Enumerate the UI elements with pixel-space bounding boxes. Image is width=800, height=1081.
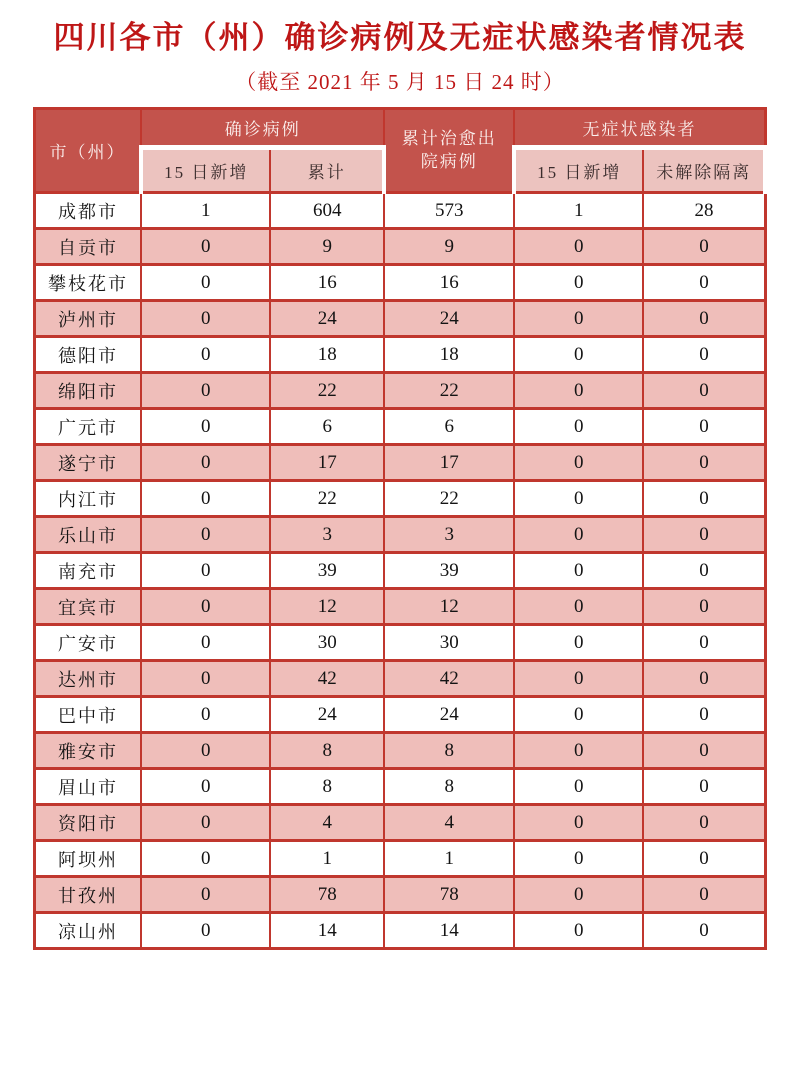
page bbox=[0, 12, 800, 1081]
value-cell: 0 bbox=[643, 373, 765, 409]
value-cell: 0 bbox=[141, 841, 270, 877]
table-row bbox=[34, 877, 765, 913]
header-cured-line1: 累计治愈出 bbox=[401, 128, 497, 148]
value-cell: 0 bbox=[643, 409, 765, 445]
value-cell: 0 bbox=[514, 517, 643, 553]
value-cell: 0 bbox=[643, 877, 765, 913]
header-asymptomatic-new: 15 日新增 bbox=[514, 148, 643, 193]
value-cell: 24 bbox=[270, 301, 384, 337]
value-cell: 16 bbox=[270, 265, 384, 301]
city-cell: 雅安市 bbox=[34, 733, 141, 769]
value-cell: 0 bbox=[643, 553, 765, 589]
table-row bbox=[34, 517, 765, 553]
value-cell: 0 bbox=[514, 373, 643, 409]
value-cell: 0 bbox=[643, 337, 765, 373]
value-cell: 0 bbox=[514, 481, 643, 517]
value-cell: 9 bbox=[270, 229, 384, 265]
value-cell: 0 bbox=[514, 697, 643, 733]
value-cell: 0 bbox=[514, 265, 643, 301]
table-row bbox=[34, 697, 765, 733]
header-asymptomatic-group: 无症状感染者 bbox=[514, 109, 765, 148]
value-cell: 0 bbox=[141, 409, 270, 445]
value-cell: 0 bbox=[141, 373, 270, 409]
value-cell: 0 bbox=[141, 913, 270, 949]
city-cell: 巴中市 bbox=[34, 697, 141, 733]
city-cell: 自贡市 bbox=[34, 229, 141, 265]
value-cell: 0 bbox=[643, 445, 765, 481]
value-cell: 0 bbox=[141, 481, 270, 517]
value-cell: 0 bbox=[514, 769, 643, 805]
value-cell: 0 bbox=[643, 769, 765, 805]
value-cell: 0 bbox=[643, 733, 765, 769]
value-cell: 0 bbox=[514, 913, 643, 949]
value-cell: 12 bbox=[270, 589, 384, 625]
value-cell: 3 bbox=[384, 517, 514, 553]
value-cell: 8 bbox=[384, 769, 514, 805]
value-cell: 9 bbox=[384, 229, 514, 265]
table-row bbox=[34, 337, 765, 373]
table-body bbox=[34, 193, 765, 949]
value-cell: 12 bbox=[384, 589, 514, 625]
table-row bbox=[34, 913, 765, 949]
table-row bbox=[34, 445, 765, 481]
value-cell: 0 bbox=[141, 625, 270, 661]
table-row bbox=[34, 481, 765, 517]
value-cell: 0 bbox=[643, 625, 765, 661]
value-cell: 0 bbox=[141, 337, 270, 373]
city-cell: 攀枝花市 bbox=[34, 265, 141, 301]
city-cell: 泸州市 bbox=[34, 301, 141, 337]
value-cell: 8 bbox=[270, 769, 384, 805]
value-cell: 0 bbox=[514, 445, 643, 481]
value-cell: 0 bbox=[643, 589, 765, 625]
value-cell: 0 bbox=[643, 913, 765, 949]
city-cell: 南充市 bbox=[34, 553, 141, 589]
value-cell: 573 bbox=[384, 193, 514, 229]
value-cell: 3 bbox=[270, 517, 384, 553]
value-cell: 1 bbox=[141, 193, 270, 229]
value-cell: 42 bbox=[270, 661, 384, 697]
table-row bbox=[34, 301, 765, 337]
value-cell: 6 bbox=[384, 409, 514, 445]
value-cell: 30 bbox=[384, 625, 514, 661]
table-row bbox=[34, 229, 765, 265]
city-cell: 广元市 bbox=[34, 409, 141, 445]
page-subtitle: （截至 2021 年 5 月 15 日 24 时） bbox=[235, 70, 565, 94]
city-cell: 乐山市 bbox=[34, 517, 141, 553]
value-cell: 0 bbox=[514, 841, 643, 877]
value-cell: 0 bbox=[514, 553, 643, 589]
table-row bbox=[34, 769, 765, 805]
value-cell: 14 bbox=[384, 913, 514, 949]
value-cell: 0 bbox=[643, 229, 765, 265]
table-header bbox=[34, 109, 765, 193]
city-cell: 遂宁市 bbox=[34, 445, 141, 481]
value-cell: 0 bbox=[141, 445, 270, 481]
value-cell: 28 bbox=[643, 193, 765, 229]
value-cell: 0 bbox=[514, 301, 643, 337]
value-cell: 0 bbox=[141, 229, 270, 265]
value-cell: 0 bbox=[514, 229, 643, 265]
value-cell: 0 bbox=[643, 805, 765, 841]
city-cell: 广安市 bbox=[34, 625, 141, 661]
city-cell: 资阳市 bbox=[34, 805, 141, 841]
table-row bbox=[34, 589, 765, 625]
value-cell: 42 bbox=[384, 661, 514, 697]
value-cell: 22 bbox=[384, 373, 514, 409]
value-cell: 22 bbox=[270, 373, 384, 409]
value-cell: 604 bbox=[270, 193, 384, 229]
city-cell: 达州市 bbox=[34, 661, 141, 697]
page-title: 四川各市（州）确诊病例及无症状感染者情况表 bbox=[53, 20, 747, 55]
header-asymptomatic-quarantine: 未解除隔离 bbox=[643, 148, 765, 193]
header-cured-line2: 院病例 bbox=[420, 151, 478, 171]
value-cell: 0 bbox=[141, 805, 270, 841]
value-cell: 0 bbox=[514, 733, 643, 769]
value-cell: 0 bbox=[643, 265, 765, 301]
value-cell: 18 bbox=[384, 337, 514, 373]
city-cell: 成都市 bbox=[34, 193, 141, 229]
value-cell: 0 bbox=[643, 661, 765, 697]
value-cell: 0 bbox=[643, 517, 765, 553]
value-cell: 16 bbox=[384, 265, 514, 301]
value-cell: 39 bbox=[384, 553, 514, 589]
data-table bbox=[33, 107, 768, 950]
city-cell: 内江市 bbox=[34, 481, 141, 517]
value-cell: 0 bbox=[643, 481, 765, 517]
city-cell: 绵阳市 bbox=[34, 373, 141, 409]
value-cell: 4 bbox=[384, 805, 514, 841]
header-confirmed-group: 确诊病例 bbox=[141, 109, 384, 148]
value-cell: 0 bbox=[141, 589, 270, 625]
table-row bbox=[34, 625, 765, 661]
city-cell: 德阳市 bbox=[34, 337, 141, 373]
value-cell: 24 bbox=[384, 301, 514, 337]
value-cell: 1 bbox=[384, 841, 514, 877]
value-cell: 78 bbox=[384, 877, 514, 913]
value-cell: 0 bbox=[141, 769, 270, 805]
value-cell: 14 bbox=[270, 913, 384, 949]
value-cell: 24 bbox=[270, 697, 384, 733]
value-cell: 0 bbox=[141, 661, 270, 697]
value-cell: 0 bbox=[141, 301, 270, 337]
value-cell: 0 bbox=[141, 553, 270, 589]
value-cell: 8 bbox=[270, 733, 384, 769]
value-cell: 0 bbox=[643, 301, 765, 337]
header-cured bbox=[384, 109, 514, 193]
value-cell: 0 bbox=[514, 589, 643, 625]
city-cell: 甘孜州 bbox=[34, 877, 141, 913]
city-cell: 眉山市 bbox=[34, 769, 141, 805]
value-cell: 18 bbox=[270, 337, 384, 373]
value-cell: 0 bbox=[141, 733, 270, 769]
value-cell: 0 bbox=[141, 517, 270, 553]
value-cell: 0 bbox=[643, 697, 765, 733]
table-row bbox=[34, 193, 765, 229]
table-row bbox=[34, 733, 765, 769]
table-row bbox=[34, 409, 765, 445]
value-cell: 4 bbox=[270, 805, 384, 841]
value-cell: 0 bbox=[514, 877, 643, 913]
table-row bbox=[34, 373, 765, 409]
header-confirmed-new: 15 日新增 bbox=[141, 148, 270, 193]
value-cell: 1 bbox=[514, 193, 643, 229]
value-cell: 0 bbox=[514, 805, 643, 841]
header-city: 市（州） bbox=[34, 109, 141, 193]
city-cell: 宜宾市 bbox=[34, 589, 141, 625]
value-cell: 0 bbox=[141, 877, 270, 913]
value-cell: 78 bbox=[270, 877, 384, 913]
city-cell: 阿坝州 bbox=[34, 841, 141, 877]
table-row bbox=[34, 661, 765, 697]
value-cell: 22 bbox=[384, 481, 514, 517]
value-cell: 39 bbox=[270, 553, 384, 589]
table-row bbox=[34, 805, 765, 841]
value-cell: 0 bbox=[514, 409, 643, 445]
value-cell: 1 bbox=[270, 841, 384, 877]
city-cell: 凉山州 bbox=[34, 913, 141, 949]
value-cell: 0 bbox=[643, 841, 765, 877]
table-row bbox=[34, 553, 765, 589]
value-cell: 6 bbox=[270, 409, 384, 445]
value-cell: 0 bbox=[141, 697, 270, 733]
table-row bbox=[34, 265, 765, 301]
table-row bbox=[34, 841, 765, 877]
value-cell: 17 bbox=[384, 445, 514, 481]
value-cell: 0 bbox=[141, 265, 270, 301]
value-cell: 0 bbox=[514, 661, 643, 697]
value-cell: 24 bbox=[384, 697, 514, 733]
value-cell: 8 bbox=[384, 733, 514, 769]
header-confirmed-total: 累计 bbox=[270, 148, 384, 193]
value-cell: 30 bbox=[270, 625, 384, 661]
value-cell: 22 bbox=[270, 481, 384, 517]
value-cell: 0 bbox=[514, 337, 643, 373]
value-cell: 0 bbox=[514, 625, 643, 661]
value-cell: 17 bbox=[270, 445, 384, 481]
